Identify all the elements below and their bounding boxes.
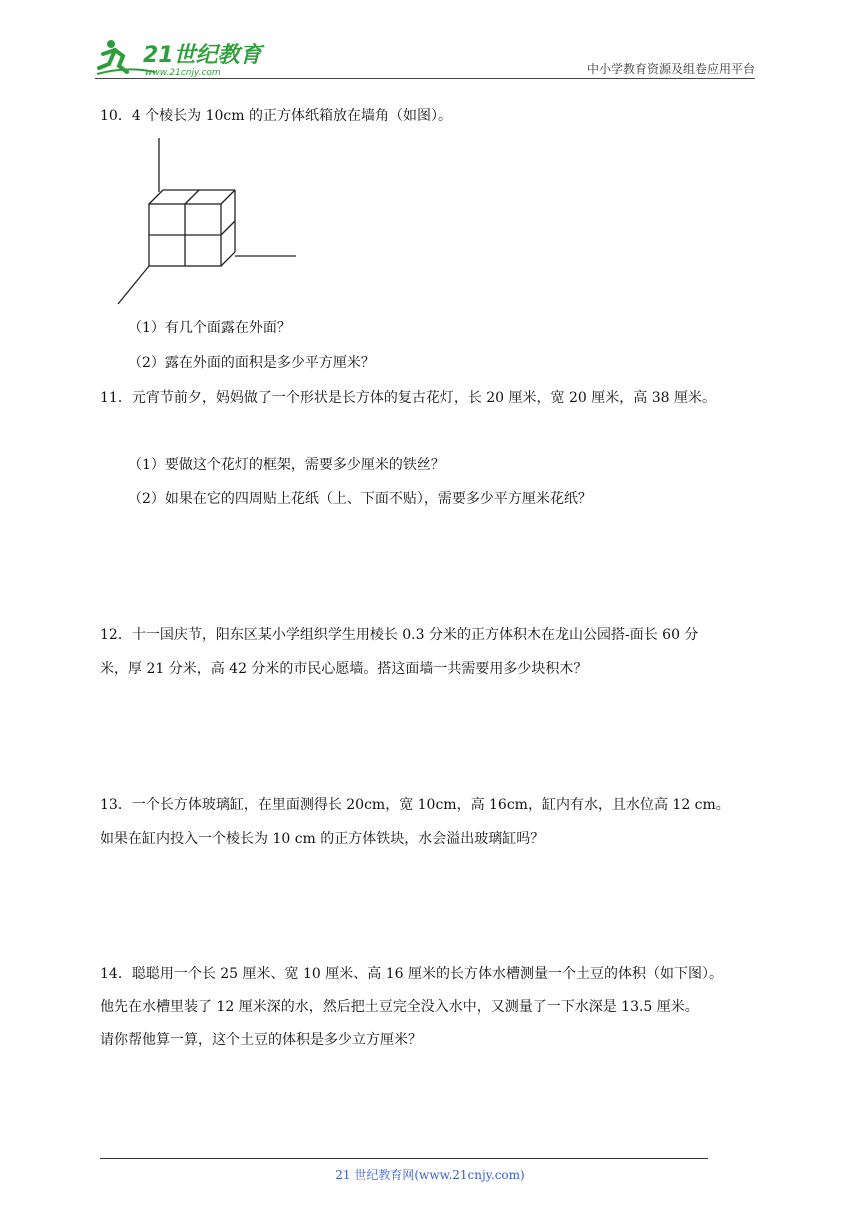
question-13-line-1: 13．一个长方体玻璃缸，在里面测得长 20cm，宽 10cm，高 16cm，缸内有水，且水位高 12 cm。 — [100, 797, 730, 813]
header-platform-text: 中小学教育资源及组卷应用平台 — [586, 62, 755, 76]
footer-divider — [100, 1158, 708, 1159]
logo-text: 21世纪教育 — [143, 43, 262, 68]
site-logo — [95, 36, 265, 80]
question-13-line-2: 如果在缸内投入一个棱长为 10 cm 的正方体铁块，水会溢出玻璃缸吗？ — [100, 831, 545, 847]
question-12-line-1: 12．十一国庆节，阳东区某小学组织学生用棱长 0.3 分米的正方体积木在龙山公园搭-面长 60 分 — [100, 627, 699, 643]
question-10: 10．4 个棱长为 10cm 的正方体纸箱放在墙角（如图）。 — [100, 108, 453, 124]
header-divider — [95, 78, 755, 79]
question-10-part-2: （2）露在外面的面积是多少平方厘米？ — [128, 355, 375, 371]
question-11-part-2: （2）如果在它的四周贴上花纸（上、下面不贴），需要多少平方厘米花纸？ — [128, 491, 592, 507]
question-10-part-1: （1）有几个面露在外面？ — [128, 320, 291, 336]
logo-url: www.21cnjy.com — [145, 68, 221, 78]
question-11-part-1: （1）要做这个花灯的框架，需要多少厘米的铁丝？ — [128, 457, 445, 473]
question-11: 11．元宵节前夕，妈妈做了一个形状是长方体的复古花灯，长 20 厘米，宽 20 厘米，高 38 厘米。 — [100, 390, 716, 406]
question-14-line-3: 请你帮他算一算，这个土豆的体积是多少立方厘米？ — [100, 1032, 422, 1048]
cubes-in-corner-figure — [113, 132, 303, 307]
footer-link[interactable]: 21 世纪教育网(www.21cnjy.com) — [335, 1168, 525, 1182]
question-14-line-1: 14．聪聪用一个长 25 厘米、宽 10 厘米、高 16 厘米的长方体水槽测量一个土豆的体积（如下图）。 — [100, 966, 723, 982]
question-12-line-2: 米，厚 21 分米，高 42 分米的市民心愿墙。搭这面墙一共需要用多少块积木？ — [100, 661, 588, 677]
question-14-line-2: 他先在水槽里装了 12 厘米深的水，然后把土豆完全没入水中，又测量了一下水深是 13.5 厘米。 — [100, 999, 699, 1015]
